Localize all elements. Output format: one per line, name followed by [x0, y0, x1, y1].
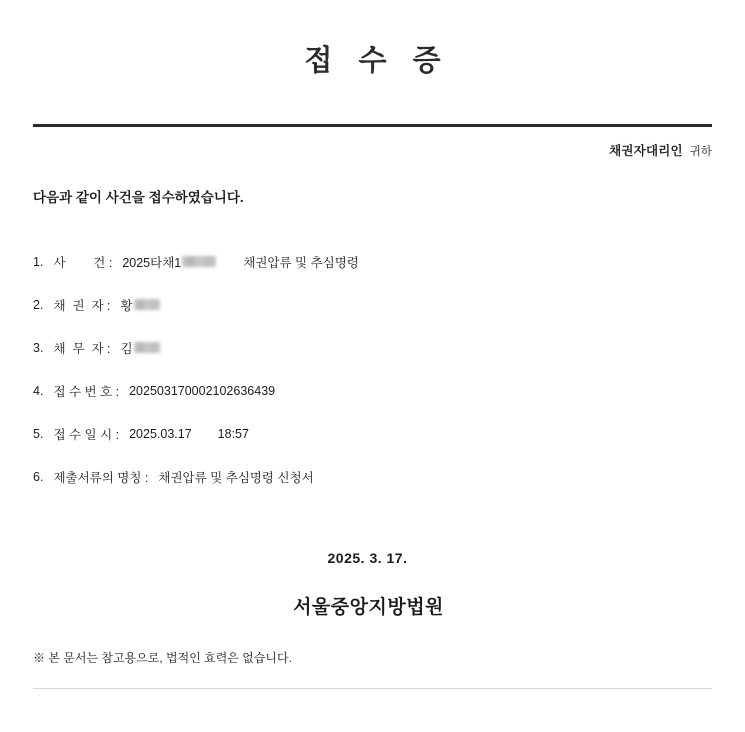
field-row — [33, 468, 712, 486]
recipient-role: 채권자대리인 — [609, 144, 683, 158]
field-label: 접 수 번 호 : — [53, 385, 120, 399]
field-value-suffix: 채권압류 및 추심명령 — [243, 256, 359, 270]
redaction-block — [182, 256, 216, 267]
field-label: 채 무 자 : — [53, 342, 111, 356]
field-label: 제출서류의 명칭 : — [53, 471, 149, 485]
field-value-prefix: 김 — [120, 342, 133, 356]
field-value-prefix: 황 — [120, 299, 133, 313]
recipient-suffix: 귀하 — [689, 146, 712, 158]
title-divider — [33, 124, 712, 127]
field-label: 접 수 일 시 : — [53, 428, 120, 442]
field-value-suffix: 18:57 — [217, 427, 249, 441]
field-value-prefix: 2025타채1 — [122, 256, 182, 270]
field-row — [33, 425, 712, 443]
field-value-prefix: 2025.03.17 — [129, 427, 192, 441]
field-number: 4. — [33, 384, 44, 398]
field-label: 사 건 : — [53, 256, 113, 270]
field-number: 5. — [33, 427, 44, 441]
redaction-block — [134, 299, 160, 310]
bottom-divider — [33, 688, 712, 689]
field-number: 2. — [33, 298, 44, 312]
lead-sentence: 다음과 같이 사건을 접수하였습니다. — [33, 190, 244, 205]
redaction-block — [134, 342, 160, 353]
field-number: 1. — [33, 255, 44, 269]
field-list — [33, 253, 712, 486]
field-number: 6. — [33, 470, 44, 484]
footnote: ※ 본 문서는 참고용으로, 법적인 효력은 없습니다. — [33, 651, 292, 665]
field-value-prefix: 채권압류 및 추심명령 신청서 — [158, 471, 314, 485]
field-number: 3. — [33, 341, 44, 355]
field-row — [33, 339, 712, 357]
page-title: 접 수 증 — [304, 45, 450, 77]
issue-date: 2025. 3. 17. — [327, 550, 408, 566]
field-label: 채 권 자 : — [53, 299, 111, 313]
recipient-line — [33, 141, 712, 159]
court-name: 서울중앙지방법원 — [293, 597, 444, 618]
field-value-prefix: 202503170002102636439 — [129, 384, 276, 398]
field-row — [33, 382, 712, 400]
field-row — [33, 253, 712, 271]
field-row — [33, 296, 712, 314]
